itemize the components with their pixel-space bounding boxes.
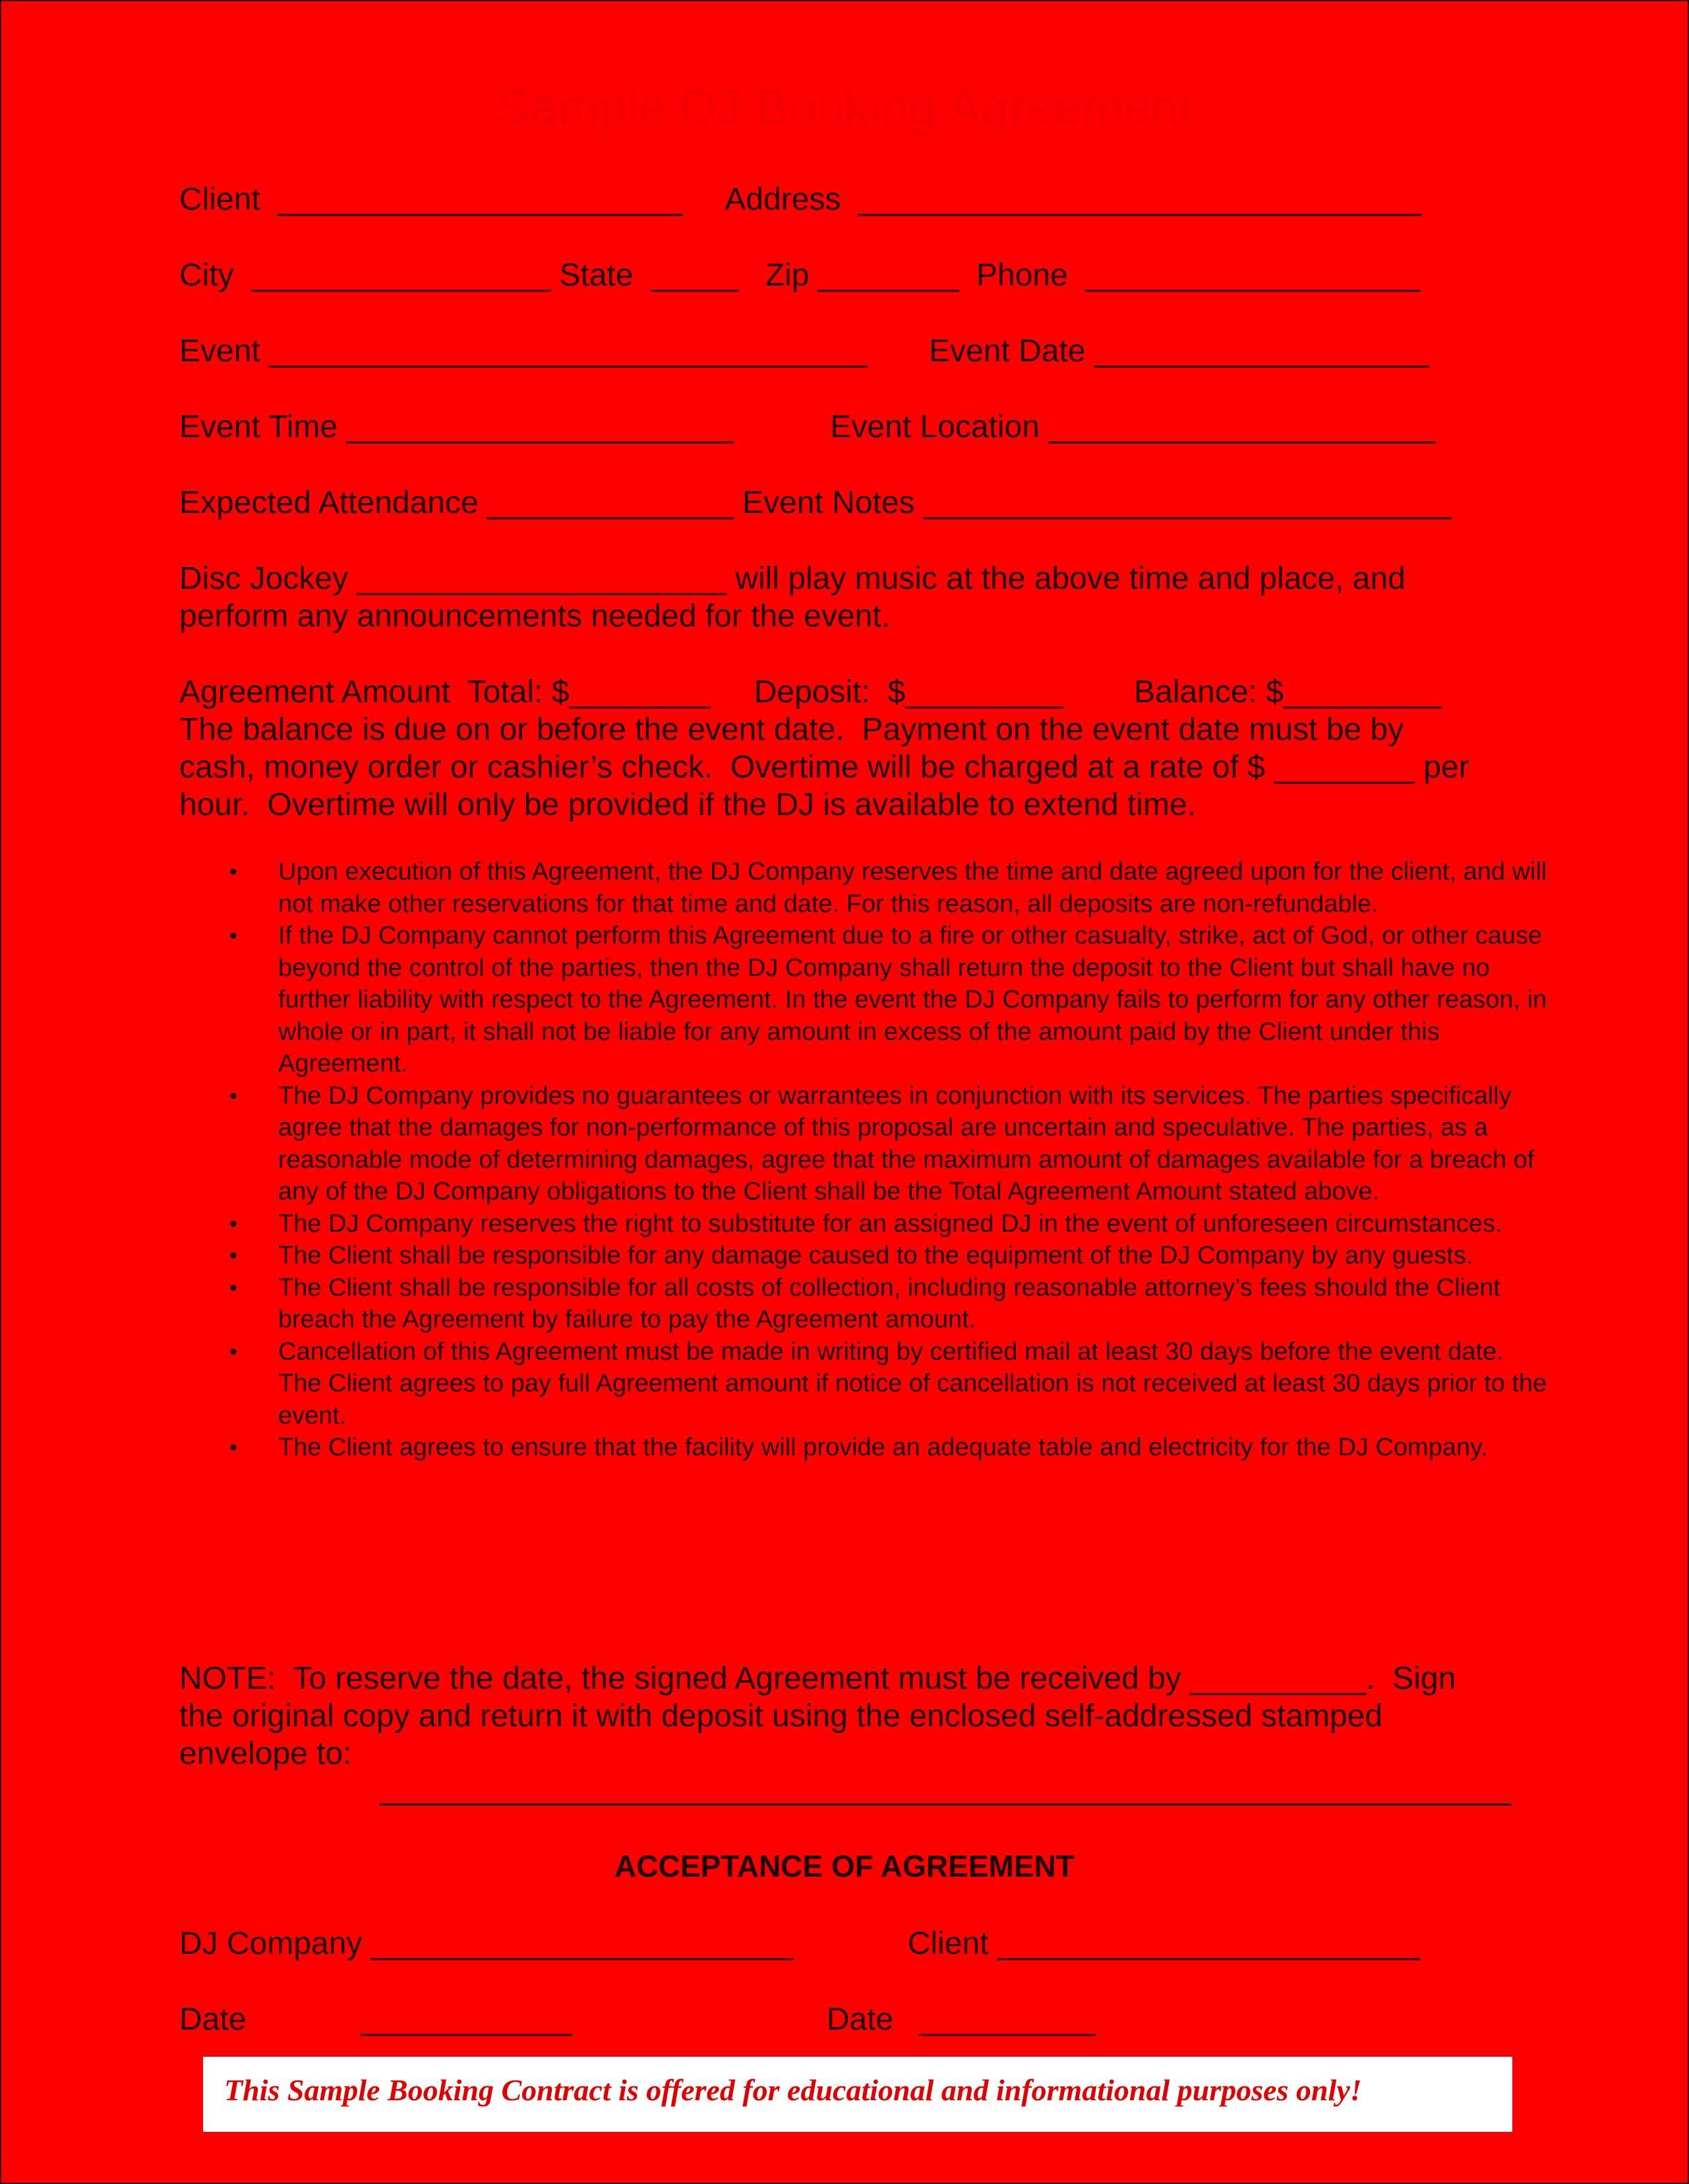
term-item: • If the DJ Company cannot perform this Agreement due to a fire or other casualty, strike, act of God, or other cause beyond the control of the parties, then the DJ Company shall return the deposit to the Client but shall have no further liability with respect to the Agreement. In the event the DJ Company fails to perform for any other reason, in whole or in part, it shall not be liable for any amount in excess of the amount paid by the Client under this Agreement. — [179, 920, 1551, 1080]
note-line: NOTE: To reserve the date, the signed Agreement must be received by __________. Sign — [179, 1661, 1456, 1696]
disc-jockey-line: perform any announcements needed for the event. — [179, 599, 891, 634]
disclaimer-box — [203, 2057, 1512, 2132]
payment-line: Agreement Amount Total: $________ Deposit: $_________ Balance: $_________ — [179, 675, 1442, 710]
term-item: • The Client shall be responsible for any damage caused to the equipment of the DJ Company by any guests. — [179, 1240, 1551, 1272]
disc-jockey-line: Disc Jockey _____________________ will play music at the above time and place, and — [179, 561, 1406, 596]
note-line: the original copy and return it with deposit using the enclosed self-addressed stamped — [179, 1699, 1383, 1734]
client-address-line: Client _______________________ Address ________________________________ — [179, 182, 1422, 217]
payment-paragraph — [179, 673, 1524, 824]
signature-line: DJ Company ________________________ Client ________________________ — [179, 1926, 1420, 1961]
city-state-zip-phone-line: City _________________ State _____ Zip ________ Phone ___________________ — [179, 258, 1420, 293]
acceptance-heading: ACCEPTANCE OF AGREEMENT — [614, 1849, 1075, 1883]
event-time-location-line: Event Time ______________________ Event Location ______________________ — [179, 410, 1436, 444]
term-item: • Cancellation of this Agreement must be made in writing by certified mail at least 30 days before the event date. The Client agrees to pay full Agreement amount if notice of cancellation is not received at least 30 days prior to the event. — [179, 1336, 1551, 1432]
page-title: Sample DJ Booking Agreement — [496, 80, 1193, 136]
disc-jockey-paragraph — [179, 560, 1524, 635]
term-item: • The DJ Company provides no guarantees or warrantees in conjunction with its services. The parties specifically agree that the damages for non-performance of this proposal are uncertain and speculative. The parties, as a reasonable mode of determining damages, agree that the maximum amount of damages available for a breach of any of the DJ Company obligations to the Client shall be the Total Agreement Amount stated above. — [179, 1080, 1551, 1208]
payment-line: The balance is due on or before the event date. Payment on the event date must be by — [179, 712, 1404, 747]
note-paragraph — [179, 1660, 1524, 1773]
payment-line: hour. Overtime will only be provided if the DJ is available to extend time. — [179, 787, 1197, 822]
payment-line: cash, money order or cashier’s check. Overtime will be charged at a rate of $ ________ per — [179, 750, 1469, 785]
term-item: • The Client agrees to ensure that the facility will provide an adequate table and electricity for the DJ Company. — [179, 1432, 1551, 1464]
address-blank-rule — [379, 1804, 1512, 1805]
term-item: • Upon execution of this Agreement, the DJ Company reserves the time and date agreed upon for the client, and will not make other reservations for that time and date. For this reason, all deposits are non-refundable. — [179, 856, 1551, 920]
terms-list — [179, 856, 1551, 1464]
event-date-line: Event __________________________________ Event Date ___________________ — [179, 334, 1429, 369]
attendance-notes-line: Expected Attendance ______________ Event Notes ______________________________ — [179, 485, 1452, 520]
term-item: • The Client shall be responsible for all costs of collection, including reasonable attorney’s fees should the Client breach the Agreement by failure to pay the Agreement amount. — [179, 1272, 1551, 1336]
term-item: • The DJ Company reserves the right to substitute for an assigned DJ in the event of unforeseen circumstances. — [179, 1208, 1551, 1240]
disclaimer-text: This Sample Booking Contract is offered for educational and informational purposes only! — [224, 2073, 1362, 2107]
date-line: Date ____________ Date __________ — [179, 2002, 1096, 2037]
note-line: envelope to: — [179, 1736, 352, 1771]
